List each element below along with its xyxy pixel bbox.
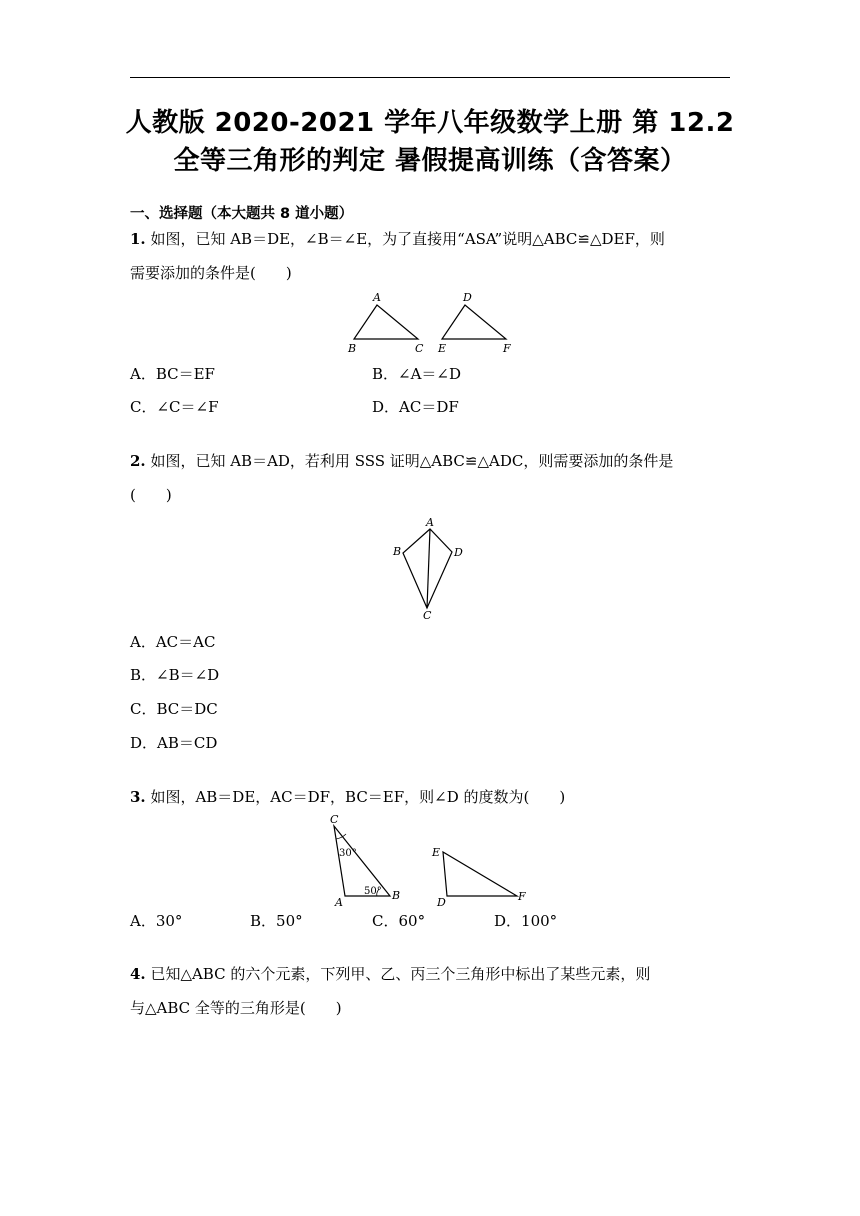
- figure-label-a: A: [373, 291, 381, 304]
- question-3-option-b: B．50°: [250, 912, 303, 930]
- question-2-option-d: D．AB＝CD: [130, 734, 218, 752]
- question-1-option-a: A．BC＝EF: [130, 365, 215, 383]
- header-rule: [130, 77, 730, 78]
- question-2-text: 如图，已知 AB＝AD，若利用 SSS 证明△ABC≌△ADC，则需要添加的条件是: [145, 452, 674, 470]
- document-title-line-1: 人教版 2020-2021 学年八年级数学上册 第 12.2: [125, 108, 735, 138]
- figure-label-e: E: [432, 846, 441, 859]
- question-3-option-a: A．30°: [130, 912, 183, 930]
- figure-label-a: A: [335, 896, 343, 909]
- question-2-option-b: B．∠B＝∠D: [130, 666, 220, 684]
- question-3-option-d: D．100°: [494, 912, 558, 930]
- question-1-number: 1.: [130, 230, 146, 248]
- angle-label-30: 30°: [339, 848, 357, 859]
- triangle-abc: [354, 305, 418, 339]
- question-1-text: 如图，已知 AB＝DE，∠B＝∠E，为了直接用“ASA”说明△ABC≌△DEF，则: [145, 230, 665, 248]
- question-1-option-b: B．∠A＝∠D: [372, 365, 462, 383]
- figure-label-f: F: [503, 342, 511, 355]
- question-1-line-2: 需要添加的条件是( ): [130, 264, 292, 282]
- question-1-line-1: [130, 229, 740, 249]
- question-3-figure: [320, 810, 540, 910]
- figure-label-c: C: [423, 609, 432, 622]
- question-3-line-1: [130, 787, 740, 807]
- question-3-option-c: C．60°: [372, 912, 426, 930]
- question-1-figure: [340, 288, 530, 358]
- figure-label-a: A: [426, 516, 434, 529]
- question-2-line-2: ( ): [130, 486, 172, 504]
- question-3-text: 如图，AB＝DE，AC＝DF，BC＝EF，则∠D 的度数为( ): [145, 788, 566, 806]
- figure-label-e: E: [438, 342, 447, 355]
- figure-label-d: D: [454, 546, 463, 559]
- figure-label-b: B: [393, 545, 402, 558]
- angle-label-50: 50°: [364, 886, 382, 897]
- figure-label-b: B: [392, 889, 401, 902]
- section-heading: 一、选择题（本大题共 8 道小题）: [130, 206, 354, 222]
- question-4-number: 4.: [130, 965, 146, 983]
- figure-label-d: D: [437, 896, 446, 909]
- document-title-line-2: 全等三角形的判定 暑假提高训练（含答案）: [173, 146, 687, 176]
- question-1-option-c: C．∠C＝∠F: [130, 398, 219, 416]
- figure-label-d: D: [463, 291, 472, 304]
- figure-label-c: C: [330, 813, 339, 826]
- triangle-def: [443, 852, 517, 896]
- question-2-option-a: A．AC＝AC: [130, 633, 216, 651]
- question-2-option-c: C．BC＝DC: [130, 700, 218, 718]
- figure-label-f: F: [518, 890, 526, 903]
- question-2-figure: [385, 512, 475, 624]
- figure-label-c: C: [415, 342, 424, 355]
- question-4-text: 已知△ABC 的六个元素，下列甲、乙、丙三个三角形中标出了某些元素，则: [145, 965, 651, 983]
- question-4-line-2: 与△ABC 全等的三角形是( ): [130, 999, 342, 1017]
- question-1-option-d: D．AC＝DF: [372, 398, 459, 416]
- question-2-line-1: [130, 451, 740, 471]
- question-3-number: 3.: [130, 788, 146, 806]
- diagonal-ac: [427, 529, 430, 608]
- figure-label-b: B: [348, 342, 357, 355]
- question-2-number: 2.: [130, 452, 146, 470]
- triangle-def: [442, 305, 506, 339]
- question-4-line-1: [130, 964, 740, 984]
